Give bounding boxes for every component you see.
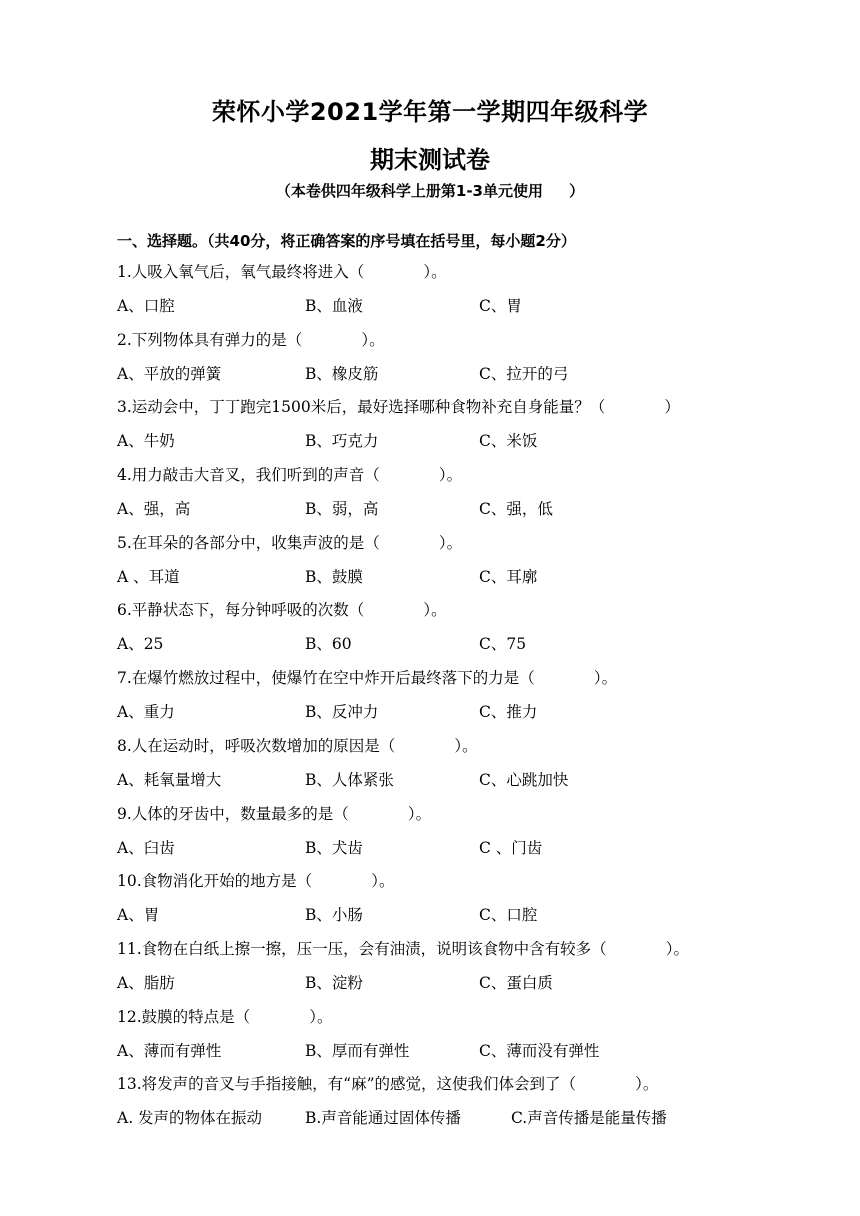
option-a: A、25 [117,635,164,654]
option-a: A、脂肪 [117,973,175,992]
option-c: C、胃 [479,297,522,315]
question-options [117,833,817,863]
question-stem: 10.食物消化开始的地方是（ ）。 [117,872,395,891]
option-a: A、平放的弹簧 [117,364,222,383]
option-b: B、反冲力 [305,703,379,722]
question-options [117,562,817,592]
option-b: B、人体紧张 [305,770,394,789]
question-stem: 2.下列物体具有弹力的是（ ）。 [117,330,385,349]
question-5 [117,528,817,596]
option-b: B、60 [305,635,352,654]
question-2 [117,325,817,393]
option-b: B、犬齿 [305,838,363,857]
question-options [117,494,817,524]
option-a: A、耗氧量增大 [117,770,222,789]
option-b: B.声音能通过固体传播 [305,1109,461,1128]
option-a: A、牛奶 [117,432,175,451]
question-options [117,426,817,456]
option-a: A、重力 [117,703,175,722]
question-stem: 7.在爆竹燃放过程中，使爆竹在空中炸开后最终落下的力是（ ）。 [117,669,618,688]
option-c: C、蛋白质 [479,973,553,992]
section-heading: 一、选择题。（共40分，将正确答案的序号填在括号里，每小题2分） [117,232,576,250]
question-6 [117,595,817,663]
question-8 [117,731,817,799]
question-stem: 9.人体的牙齿中，数量最多的是（ ）。 [117,804,432,823]
option-c: C、推力 [479,703,538,722]
exam-subtitle: （本卷供四年级科学上册第1-3单元使用 ） [275,182,585,200]
question-options [117,1103,817,1133]
option-c: C、耳廓 [479,567,538,586]
question-4 [117,460,817,528]
option-a: A 、耳道 [117,567,180,586]
option-c: C、口腔 [479,906,538,925]
question-options [117,629,817,659]
option-b: B、鼓膜 [305,567,363,586]
option-a: A. 发声的物体在振动 [117,1109,263,1128]
question-stem: 4.用力敲击大音叉，我们听到的声音（ ）。 [117,466,463,485]
question-13 [117,1069,817,1137]
question-stem: 1.人吸入氧气后，氧气最终将进入（ ）。 [117,263,447,281]
question-stem: 12.鼓膜的特点是（ ）。 [117,1007,333,1026]
question-options [117,900,817,930]
option-b: B、淀粉 [305,973,363,992]
question-options [117,359,817,389]
question-stem: 8.人在运动时，呼吸次数增加的原因是（ ）。 [117,736,478,755]
question-list [117,257,817,1137]
option-b: B、橡皮筋 [305,364,379,383]
option-a: A、臼齿 [117,838,175,857]
question-options [117,1036,817,1066]
option-b: B、厚而有弹性 [305,1041,410,1060]
question-options [117,697,817,727]
question-stem: 6.平静状态下，每分钟呼吸的次数（ ）。 [117,601,447,620]
question-3 [117,392,817,460]
option-b: B、巧克力 [305,432,379,451]
option-c: C.声音传播是能量传播 [511,1109,667,1128]
question-11 [117,934,817,1002]
question-options [117,291,817,321]
option-c: C、拉开的弓 [479,364,569,383]
option-c: C 、门齿 [479,838,543,857]
exam-title-line1: 荣怀小学2021学年第一学期四年级科学 [211,98,649,126]
question-7 [117,663,817,731]
option-a: A、胃 [117,906,160,925]
question-10 [117,866,817,934]
option-c: C、薄而没有弹性 [479,1041,600,1060]
option-c: C、强，低 [479,500,553,519]
option-c: C、75 [479,635,527,654]
question-12 [117,1002,817,1070]
option-b: B、血液 [305,297,363,315]
option-b: B、弱，高 [305,500,379,519]
option-a: A、口腔 [117,297,175,315]
option-c: C、心跳加快 [479,770,569,789]
question-stem: 3.运动会中，丁丁跑完1500米后，最好选择哪种食物补充自身能量？（ ） [117,398,680,417]
option-b: B、小肠 [305,906,363,925]
question-1 [117,257,817,325]
option-c: C、米饭 [479,432,538,451]
question-stem: 5.在耳朵的各部分中，收集声波的是（ ）。 [117,533,463,552]
question-options [117,968,817,998]
option-a: A、强，高 [117,500,191,519]
option-a: A、薄而有弹性 [117,1041,222,1060]
question-stem: 13.将发声的音叉与手指接触，有“麻”的感觉，这使我们体会到了（ ）。 [117,1075,659,1094]
question-9 [117,799,817,867]
question-options [117,765,817,795]
question-stem: 11.食物在白纸上擦一擦，压一压，会有油渍，说明该食物中含有较多（ ）。 [117,939,690,958]
exam-title-line2: 期末测试卷 [370,146,490,174]
